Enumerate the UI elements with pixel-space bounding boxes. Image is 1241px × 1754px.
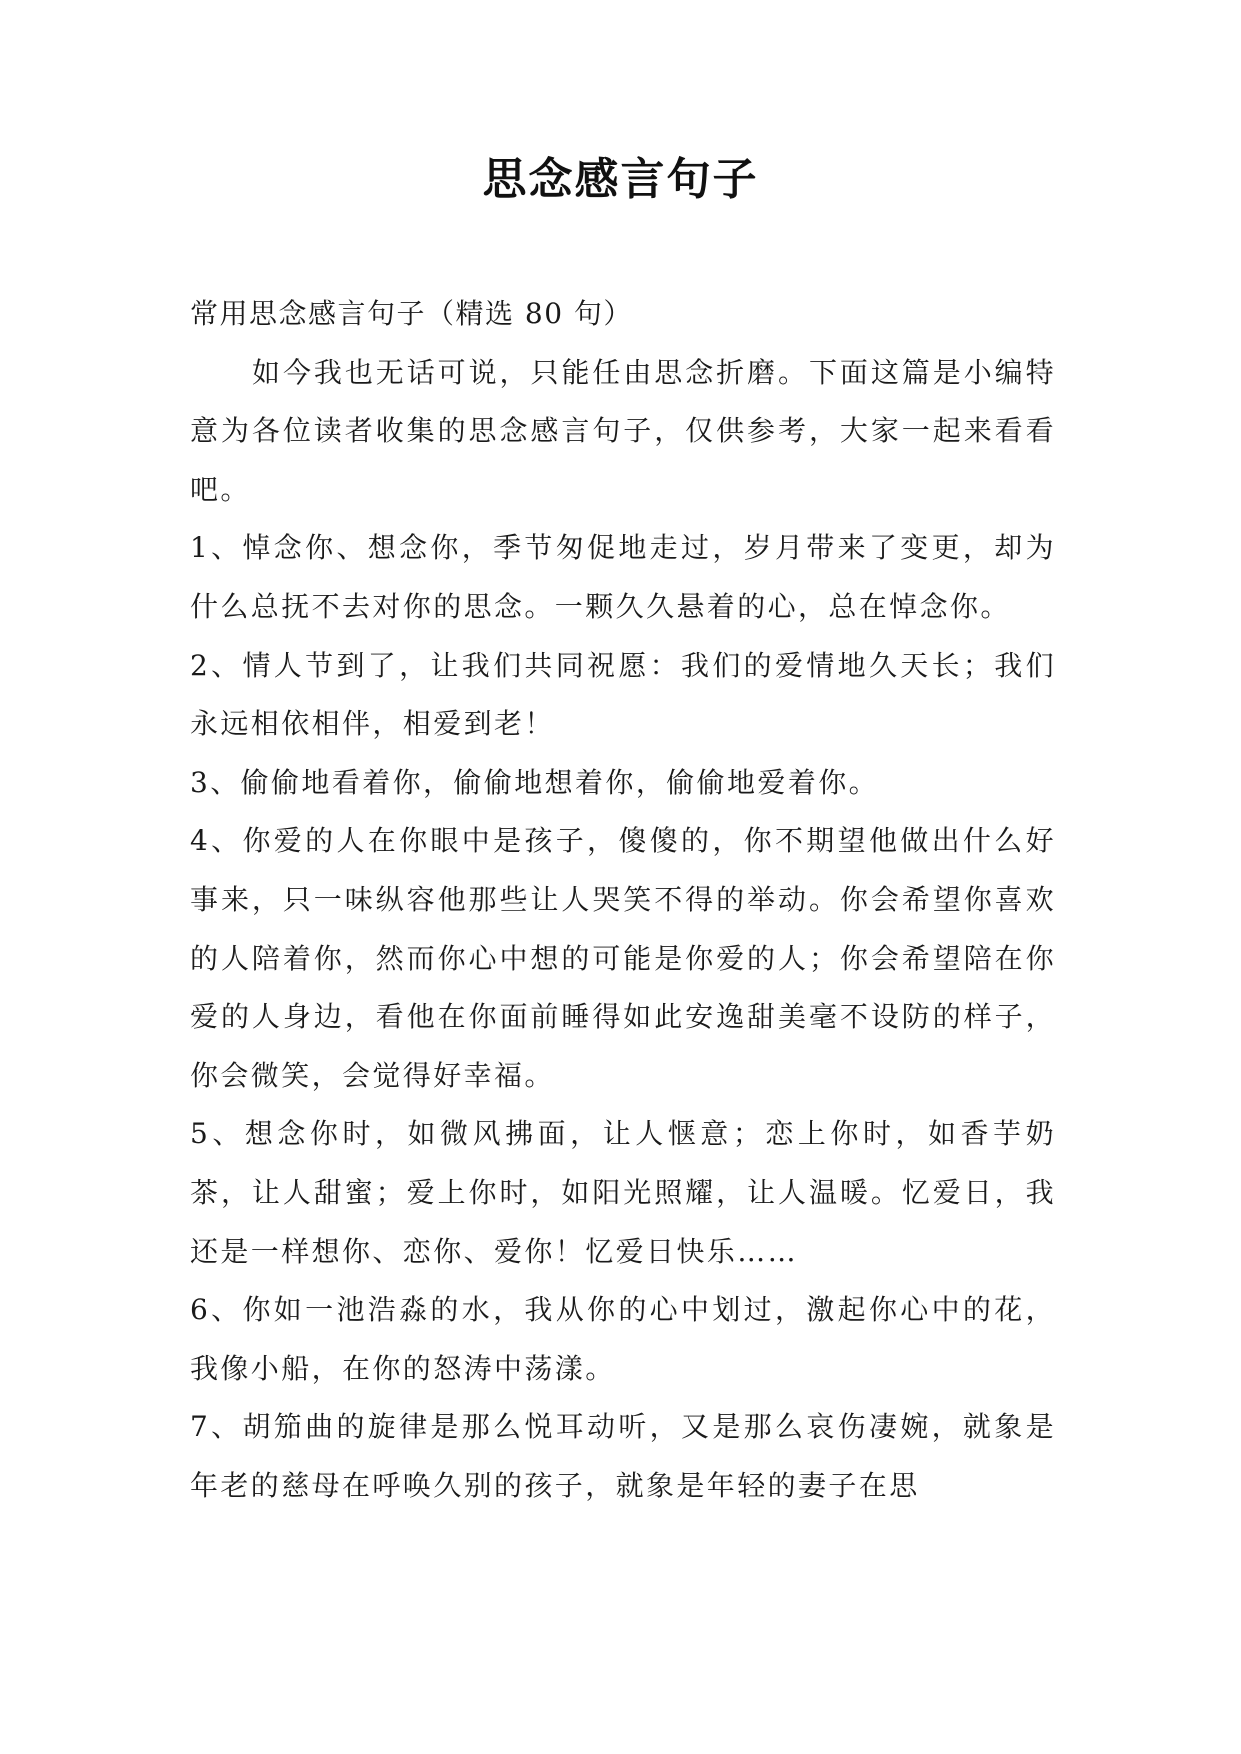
list-item: 3、偷偷地看着你，偷偷地想着你，偷偷地爱着你。 <box>190 765 880 799</box>
list-item: 2、情人节到了，让我们共同祝愿：我们的爱情地久天长；我们永远相依相伴，相爱到老！ <box>190 648 1056 741</box>
list-item: 6、你如一池浩淼的水，我从你的心中划过，激起你心中的花，我像小船，在你的怒涛中荡漾。 <box>190 1293 1056 1385</box>
subtitle: 常用思念感言句子（精选 80 句） <box>190 297 633 330</box>
list-item: 7、胡笳曲的旋律是那么悦耳动听，又是那么哀伤凄婉，就象是年老的慈母在呼唤久别的孩子，就象是年轻的妻子在思 <box>190 1410 1056 1502</box>
page-title: 思念感言句子 <box>482 154 759 205</box>
list-item: 4、你爱的人在你眼中是孩子，傻傻的，你不期望他做出什么好事来，只一味纵容他那些让人哭笑不得的举动。你会希望你喜欢的人陪着你，然而你心中想的可能是你爱的人；你会希望陪在你爱的人身边，看他在你面前睡得如此安逸甜美毫不设防的样子，你会微笑，会觉得好幸福。 <box>190 824 1056 1092</box>
intro-paragraph: 如今我也无话可说，只能任由思念折磨。下面这篇是小编特意为各位读者收集的思念感言句子，仅供参考，大家一起来看看吧。 <box>190 355 1056 506</box>
list-item: 1、悼念你、想念你，季节匆促地走过，岁月带来了变更，却为什么总抚不去对你的思念。一颗久久悬着的心，总在悼念你。 <box>190 531 1056 623</box>
document-body <box>190 285 1056 1515</box>
list-item: 5、想念你时，如微风拂面，让人惬意；恋上你时，如香芋奶茶，让人甜蜜；爱上你时，如阳光照耀，让人温暖。忆爱日，我还是一样想你、恋你、爱你！忆爱日快乐…… <box>190 1117 1056 1268</box>
